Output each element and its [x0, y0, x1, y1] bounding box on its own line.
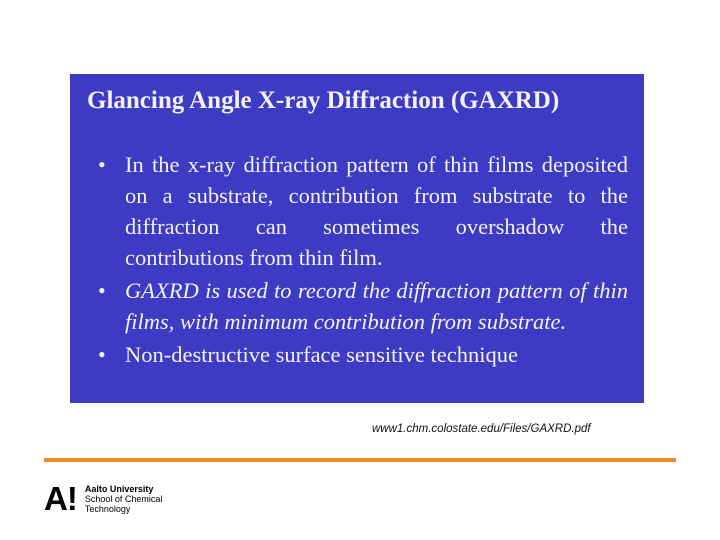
- bullet-text: In the x-ray diffraction pattern of thin films deposited on a substrate, contribution from substrate to the diffraction can sometimes overshadow the contributions from thin film.: [125, 152, 628, 270]
- logo-text: [85, 484, 163, 514]
- bullet-text: Non-destructive surface sensitive technique: [125, 342, 518, 367]
- bullet-list: [98, 149, 628, 370]
- bullet-item: [98, 149, 628, 273]
- bullet-marker: •: [98, 278, 106, 303]
- accent-divider: [44, 458, 676, 462]
- bullet-item: [98, 275, 628, 337]
- logo-school-cont: Technology: [84, 504, 131, 514]
- logo-school: School of Chemical: [84, 494, 163, 504]
- slide-title: Glancing Angle X-ray Diffraction (GAXRD): [87, 87, 560, 114]
- bullet-item: [98, 339, 628, 370]
- bullet-text: GAXRD is used to record the diffraction pattern of thin films, with minimum contribution from substrate.: [125, 278, 628, 334]
- bullet-marker: •: [98, 342, 106, 367]
- logo-university: Aalto University: [84, 484, 154, 494]
- logo-mark: A!: [44, 480, 77, 517]
- source-citation: www1.chm.colostate.edu/Files/GAXRD.pdf: [372, 423, 591, 435]
- content-panel: [70, 74, 644, 403]
- aalto-logo: [44, 480, 163, 517]
- bullet-marker: •: [98, 152, 106, 177]
